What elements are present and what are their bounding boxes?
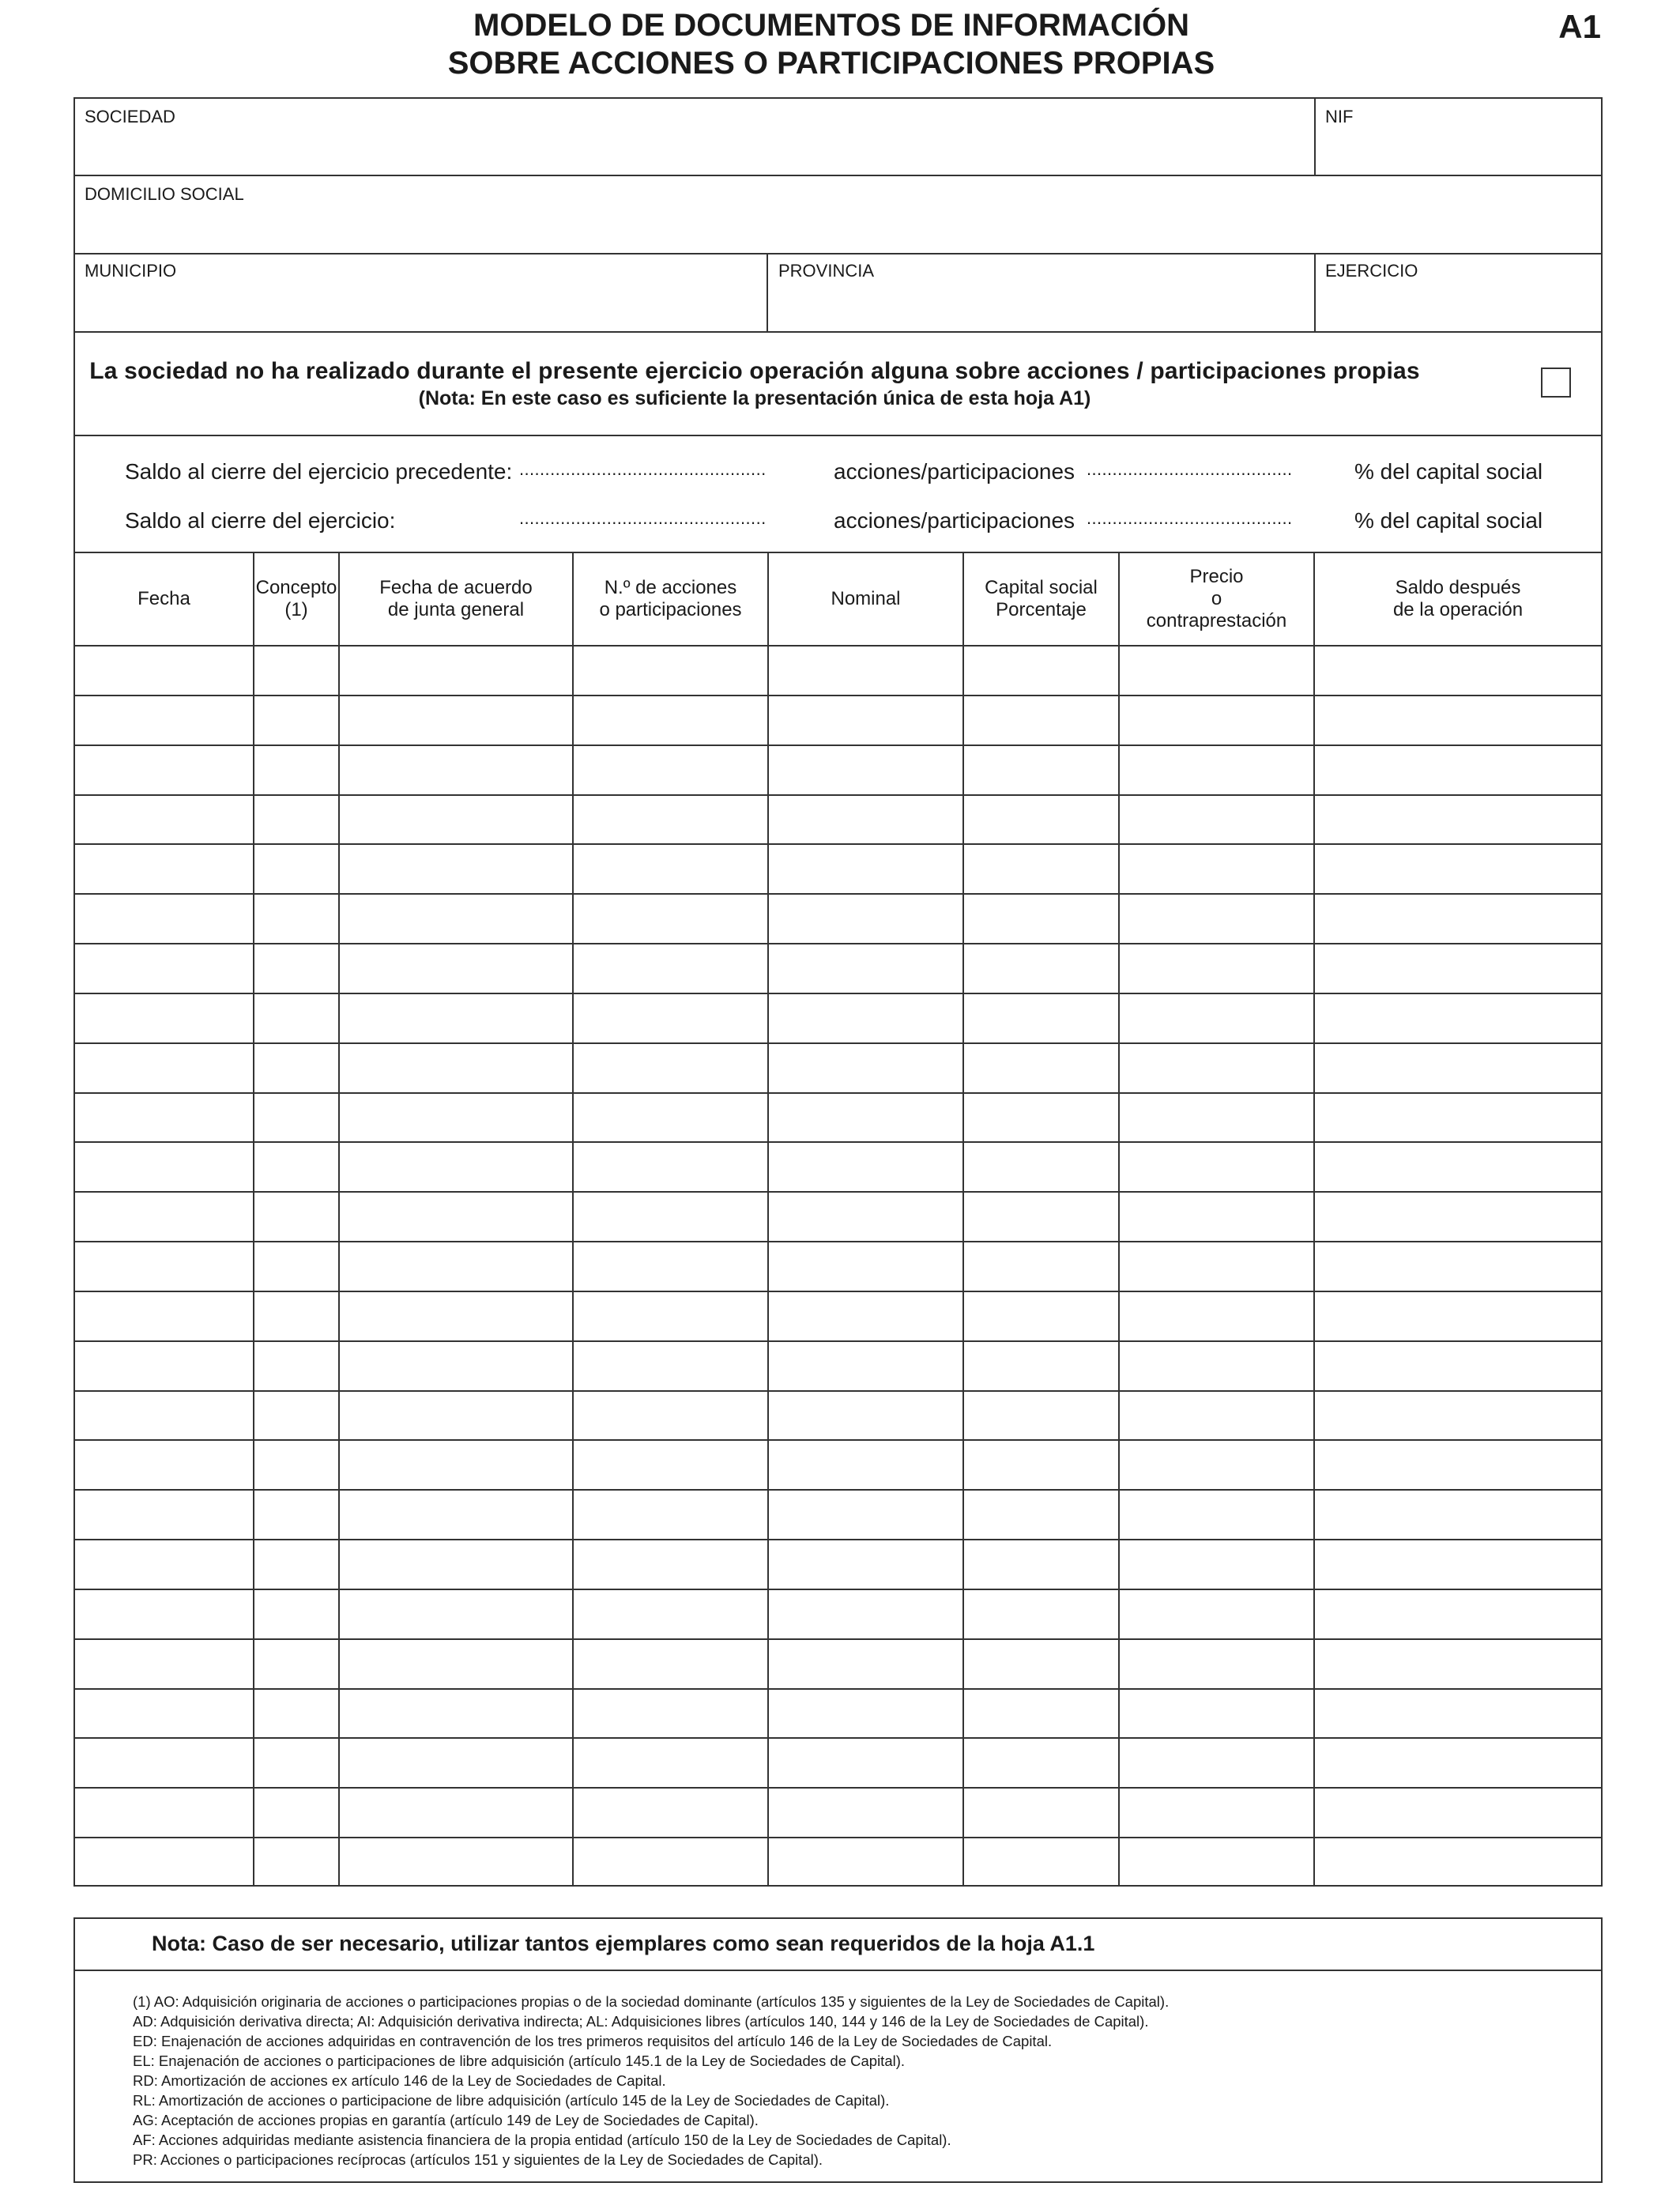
table-cell[interactable] xyxy=(1120,1094,1313,1142)
form-title xyxy=(0,6,1680,82)
table-cell[interactable] xyxy=(769,944,962,993)
table-cell[interactable] xyxy=(75,994,253,1042)
table-cell[interactable] xyxy=(964,1491,1118,1539)
col-header-nominal: Nominal xyxy=(831,588,901,609)
table-cell[interactable] xyxy=(254,1292,338,1340)
saldo-precedente-label: Saldo al cierre del ejercicio precedente: xyxy=(125,459,513,484)
saldo-precedente-acciones: acciones/participaciones xyxy=(834,459,1075,484)
table-cell[interactable] xyxy=(75,1292,253,1340)
table-cell[interactable] xyxy=(574,1193,767,1241)
no-operations-checkbox[interactable] xyxy=(1541,368,1571,398)
table-cell[interactable] xyxy=(75,1739,253,1787)
table-cell[interactable] xyxy=(964,1292,1118,1340)
table-cell[interactable] xyxy=(340,895,572,943)
table-cell[interactable] xyxy=(769,1143,962,1191)
table-cell[interactable] xyxy=(254,796,338,844)
table-cell[interactable] xyxy=(254,944,338,993)
table-cell[interactable] xyxy=(1315,1739,1603,1787)
table-cell[interactable] xyxy=(1120,1242,1313,1291)
table-cell[interactable] xyxy=(769,1044,962,1092)
no-operations-statement: La sociedad no ha realizado durante el presente ejercicio operación alguna sobre acciones / participaciones propias xyxy=(89,358,1420,384)
nif-label: NIF xyxy=(1325,107,1354,126)
table-cell[interactable] xyxy=(75,1838,253,1887)
table-cell[interactable] xyxy=(1315,845,1603,893)
table-cell[interactable] xyxy=(254,1044,338,1092)
table-cell[interactable] xyxy=(1120,1392,1313,1440)
col-header-fecha: Fecha xyxy=(137,588,190,609)
table-cell[interactable] xyxy=(254,994,338,1042)
table-cell[interactable] xyxy=(254,1193,338,1241)
table-cell[interactable] xyxy=(254,1690,338,1738)
sociedad-field[interactable] xyxy=(75,99,1314,175)
table-cell[interactable] xyxy=(1315,1392,1603,1440)
table-cell[interactable] xyxy=(769,696,962,745)
form-code: A1 xyxy=(1558,8,1601,45)
form-title-line1: MODELO DE DOCUMENTOS DE INFORMACIÓN xyxy=(473,8,1189,43)
table-cell[interactable] xyxy=(964,1540,1118,1589)
saldo-cierre-dots-pct[interactable]: ........................................ xyxy=(1087,508,1293,528)
table-cell[interactable] xyxy=(254,696,338,745)
table-cell[interactable] xyxy=(964,1789,1118,1837)
table-cell[interactable] xyxy=(769,1590,962,1638)
table-cell[interactable] xyxy=(769,1838,962,1887)
table-cell[interactable] xyxy=(769,1094,962,1142)
table-cell[interactable] xyxy=(964,1590,1118,1638)
domicilio-field[interactable] xyxy=(75,176,1601,253)
table-cell[interactable] xyxy=(340,1441,572,1489)
table-cell[interactable] xyxy=(1315,1640,1603,1688)
table-cell[interactable] xyxy=(75,1392,253,1440)
saldo-cierre-capital: % del capital social xyxy=(1354,508,1543,533)
footnote-line: AF: Acciones adquiridas mediante asistencia financiera de la propia entidad (artículo 150 de la Ley de Sociedades de Capital). xyxy=(133,2132,951,2148)
table-cell[interactable] xyxy=(574,1292,767,1340)
table-cell[interactable] xyxy=(574,1640,767,1688)
table-cell[interactable] xyxy=(769,845,962,893)
table-cell[interactable] xyxy=(1315,1242,1603,1291)
table-cell[interactable] xyxy=(340,1690,572,1738)
table-cell[interactable] xyxy=(574,1342,767,1390)
table-cell[interactable] xyxy=(254,1441,338,1489)
table-cell[interactable] xyxy=(340,746,572,794)
table-cell[interactable] xyxy=(574,1441,767,1489)
table-cell[interactable] xyxy=(574,1143,767,1191)
footnotes xyxy=(133,1992,1169,2169)
table-cell[interactable] xyxy=(75,1242,253,1291)
table-cell[interactable] xyxy=(340,1491,572,1539)
table-cell[interactable] xyxy=(254,1789,338,1837)
table-cell[interactable] xyxy=(75,1640,253,1688)
table-cell[interactable] xyxy=(75,1342,253,1390)
table-cell[interactable] xyxy=(1120,1193,1313,1241)
footnote-line: AG: Aceptación de acciones propias en garantía (artículo 149 de Ley de Sociedades de Capital). xyxy=(133,2112,759,2128)
footnote-line: RD: Amortización de acciones ex artículo 146 de la Ley de Sociedades de Capital. xyxy=(133,2072,666,2089)
table-cell[interactable] xyxy=(75,1094,253,1142)
table-cell[interactable] xyxy=(769,1292,962,1340)
table-cell[interactable] xyxy=(254,1143,338,1191)
table-cell[interactable] xyxy=(1315,1044,1603,1092)
table-cell[interactable] xyxy=(1315,796,1603,844)
table-cell[interactable] xyxy=(1120,1838,1313,1887)
table-cell[interactable] xyxy=(964,1690,1118,1738)
table-cell[interactable] xyxy=(964,1044,1118,1092)
table-cell[interactable] xyxy=(1120,1739,1313,1787)
table-cell[interactable] xyxy=(75,796,253,844)
table-cell[interactable] xyxy=(769,1242,962,1291)
table-cell[interactable] xyxy=(964,1838,1118,1887)
saldo-cierre-acciones: acciones/participaciones xyxy=(834,508,1075,533)
table-cell[interactable] xyxy=(75,1441,253,1489)
table-cell[interactable] xyxy=(574,1491,767,1539)
table-cell[interactable] xyxy=(1315,994,1603,1042)
footnote-line: (1) AO: Adquisición originaria de acciones o participaciones propias o de la sociedad dominante (artículos 135 y siguientes de la Ley de Sociedades de Capital). xyxy=(133,1993,1170,2010)
table-cell[interactable] xyxy=(340,1640,572,1688)
table-cell[interactable] xyxy=(574,1838,767,1887)
table-cell[interactable] xyxy=(75,895,253,943)
table-cell[interactable] xyxy=(574,1540,767,1589)
table-cell[interactable] xyxy=(254,1640,338,1688)
sociedad-label: SOCIEDAD xyxy=(85,107,175,126)
table-cell[interactable] xyxy=(1120,1044,1313,1092)
table-cell[interactable] xyxy=(1315,696,1603,745)
table-cell[interactable] xyxy=(1120,994,1313,1042)
table-cell[interactable] xyxy=(1120,1143,1313,1191)
table-cell[interactable] xyxy=(254,1739,338,1787)
table-cell[interactable] xyxy=(1315,1292,1603,1340)
table-cell[interactable] xyxy=(254,895,338,943)
table-cell[interactable] xyxy=(1120,1640,1313,1688)
table-cell[interactable] xyxy=(254,1491,338,1539)
table-cell[interactable] xyxy=(964,696,1118,745)
col-header-precio: Precio o contraprestación xyxy=(1146,566,1287,631)
provincia-label: PROVINCIA xyxy=(778,261,875,281)
table-cell[interactable] xyxy=(769,1789,962,1837)
col-header-capital: Capital social Porcentaje xyxy=(985,577,1098,620)
table-cell[interactable] xyxy=(964,796,1118,844)
saldo-precedente-dots[interactable]: ................................................ xyxy=(519,459,767,479)
table-cell[interactable] xyxy=(964,1640,1118,1688)
saldo-cierre-label: Saldo al cierre del ejercicio: xyxy=(125,508,396,533)
footnote-line: RL: Amortización de acciones o participacione de libre adquisición (artículo 145 de la Ley de Sociedades de Capital). xyxy=(133,2092,890,2109)
table-cell[interactable] xyxy=(340,696,572,745)
table-cell[interactable] xyxy=(340,1094,572,1142)
table-cell[interactable] xyxy=(340,1540,572,1589)
table-cell[interactable] xyxy=(769,746,962,794)
table-cell[interactable] xyxy=(1120,746,1313,794)
table-cell[interactable] xyxy=(574,796,767,844)
table-cell[interactable] xyxy=(1315,1789,1603,1837)
table-cell[interactable] xyxy=(1120,1491,1313,1539)
table-cell[interactable] xyxy=(75,1690,253,1738)
table-cell[interactable] xyxy=(1315,1342,1603,1390)
domicilio-label: DOMICILIO SOCIAL xyxy=(85,184,244,204)
table-cell[interactable] xyxy=(769,647,962,695)
table-cell[interactable] xyxy=(964,944,1118,993)
col-header-concepto: Concepto (1) xyxy=(255,577,337,620)
table-cell[interactable] xyxy=(340,1143,572,1191)
table-cell[interactable] xyxy=(769,1739,962,1787)
municipio-label: MUNICIPIO xyxy=(85,261,177,281)
table-cell[interactable] xyxy=(254,1094,338,1142)
table-cell[interactable] xyxy=(75,1789,253,1837)
table-cell[interactable] xyxy=(1120,1441,1313,1489)
col-header-num-acciones: N.º de acciones o participaciones xyxy=(599,577,742,620)
table-cell[interactable] xyxy=(964,1739,1118,1787)
table-cell[interactable] xyxy=(340,1838,572,1887)
table-cell[interactable] xyxy=(574,1739,767,1787)
table-cell[interactable] xyxy=(254,845,338,893)
table-cell[interactable] xyxy=(964,1342,1118,1390)
table-cell[interactable] xyxy=(964,746,1118,794)
provincia-field[interactable] xyxy=(768,254,1314,331)
table-cell[interactable] xyxy=(964,647,1118,695)
table-cell[interactable] xyxy=(254,1590,338,1638)
table-cell[interactable] xyxy=(1120,696,1313,745)
footer-note: Nota: Caso de ser necesario, utilizar tantos ejemplares como sean requeridos de la hoja A1.1 xyxy=(152,1932,1095,1955)
table-cell[interactable] xyxy=(75,746,253,794)
table-cell[interactable] xyxy=(574,845,767,893)
table-cell[interactable] xyxy=(1120,1789,1313,1837)
table-cell[interactable] xyxy=(1315,1590,1603,1638)
table-cell[interactable] xyxy=(254,1838,338,1887)
table-cell[interactable] xyxy=(1315,1540,1603,1589)
table-cell[interactable] xyxy=(75,696,253,745)
form-title-line2: SOBRE ACCIONES O PARTICIPACIONES PROPIAS xyxy=(447,46,1215,81)
table-cell[interactable] xyxy=(769,994,962,1042)
table-cell[interactable] xyxy=(769,1342,962,1390)
table-cell[interactable] xyxy=(574,994,767,1042)
table-cell[interactable] xyxy=(340,944,572,993)
table-cell[interactable] xyxy=(254,647,338,695)
table-cell[interactable] xyxy=(1120,1292,1313,1340)
table-cell[interactable] xyxy=(574,1789,767,1837)
footnote-line: EL: Enajenación de acciones o participaciones de libre adquisición (artículo 145.1 de la Ley de Sociedades de Capital). xyxy=(133,2053,906,2069)
footnote-line: ED: Enajenación de acciones adquiridas en contravención de los tres primeros requisitos del artículo 146 de la Ley de Sociedades de Capital. xyxy=(133,2033,1053,2049)
table-cell[interactable] xyxy=(964,1094,1118,1142)
table-cell[interactable] xyxy=(1315,1690,1603,1738)
table-cell[interactable] xyxy=(1315,647,1603,695)
footnote-line: AD: Adquisición derivativa directa; AI: Adquisición derivativa indirecta; AL: Adquisiciones libres (artículos 140, 144 y 146 de la Ley de Sociedades de Capital). xyxy=(133,2013,1149,2030)
col-header-fecha-acuerdo: Fecha de acuerdo de junta general xyxy=(379,577,533,620)
table-cell[interactable] xyxy=(340,994,572,1042)
table-cell[interactable] xyxy=(254,1242,338,1291)
table-cell[interactable] xyxy=(1120,1590,1313,1638)
table-cell[interactable] xyxy=(75,1044,253,1092)
table-cell[interactable] xyxy=(574,746,767,794)
table-cell[interactable] xyxy=(340,1789,572,1837)
table-cell[interactable] xyxy=(340,1739,572,1787)
saldo-cierre-dots[interactable]: ................................................ xyxy=(519,508,767,528)
col-header-saldo: Saldo después de la operación xyxy=(1392,577,1524,620)
table-cell[interactable] xyxy=(340,845,572,893)
table-cell[interactable] xyxy=(1315,1143,1603,1191)
table-cell[interactable] xyxy=(1120,647,1313,695)
table-cell[interactable] xyxy=(1315,1838,1603,1887)
table-cell[interactable] xyxy=(769,1491,962,1539)
table-cell[interactable] xyxy=(1120,895,1313,943)
table-cell[interactable] xyxy=(574,1590,767,1638)
table-cell[interactable] xyxy=(254,746,338,794)
table-cell[interactable] xyxy=(340,1193,572,1241)
table-cell[interactable] xyxy=(340,1044,572,1092)
table-cell[interactable] xyxy=(769,1193,962,1241)
table-cell[interactable] xyxy=(574,1392,767,1440)
table-cell[interactable] xyxy=(340,1342,572,1390)
table-cell[interactable] xyxy=(769,1441,962,1489)
table-cell[interactable] xyxy=(964,1143,1118,1191)
table-cell[interactable] xyxy=(254,1540,338,1589)
table-cell[interactable] xyxy=(340,1292,572,1340)
table-cell[interactable] xyxy=(75,1143,253,1191)
table-cell[interactable] xyxy=(75,1540,253,1589)
table-cell[interactable] xyxy=(1120,1690,1313,1738)
table-cell[interactable] xyxy=(769,1392,962,1440)
table-cell[interactable] xyxy=(769,895,962,943)
table-cell[interactable] xyxy=(574,696,767,745)
table-cell[interactable] xyxy=(75,647,253,695)
table-cell[interactable] xyxy=(964,1242,1118,1291)
table-cell[interactable] xyxy=(1120,944,1313,993)
no-operations-note: (Nota: En este caso es suficiente la presentación única de esta hoja A1) xyxy=(418,387,1091,409)
table-cell[interactable] xyxy=(574,647,767,695)
table-cell[interactable] xyxy=(340,1242,572,1291)
table-cell[interactable] xyxy=(769,1540,962,1589)
table-cell[interactable] xyxy=(574,944,767,993)
table-cell[interactable] xyxy=(75,944,253,993)
table-cell[interactable] xyxy=(254,1342,338,1390)
table-cell[interactable] xyxy=(574,1094,767,1142)
table-cell[interactable] xyxy=(1120,1540,1313,1589)
table-cell[interactable] xyxy=(1120,796,1313,844)
table-cell[interactable] xyxy=(964,1193,1118,1241)
table-cell[interactable] xyxy=(574,1690,767,1738)
table-cell[interactable] xyxy=(1120,845,1313,893)
table-cell[interactable] xyxy=(769,796,962,844)
table-cell[interactable] xyxy=(340,1392,572,1440)
table-cell[interactable] xyxy=(1315,746,1603,794)
ejercicio-label: EJERCICIO xyxy=(1325,261,1418,281)
table-cell[interactable] xyxy=(340,1590,572,1638)
nif-field[interactable] xyxy=(1316,99,1601,175)
footer-divider xyxy=(73,1970,1603,1971)
saldo-precedente-dots-pct[interactable]: ........................................ xyxy=(1087,459,1293,479)
table-cell[interactable] xyxy=(1315,1193,1603,1241)
municipio-field[interactable] xyxy=(75,254,767,331)
table-cell[interactable] xyxy=(964,994,1118,1042)
table-cell[interactable] xyxy=(964,1392,1118,1440)
table-cell[interactable] xyxy=(340,647,572,695)
table-cell[interactable] xyxy=(574,895,767,943)
table-cell[interactable] xyxy=(1315,895,1603,943)
table-cell[interactable] xyxy=(254,1392,338,1440)
ejercicio-field[interactable] xyxy=(1316,254,1601,331)
table-cell[interactable] xyxy=(75,1193,253,1241)
saldo-precedente-capital: % del capital social xyxy=(1354,459,1543,484)
table-cell[interactable] xyxy=(1315,1441,1603,1489)
table-cell[interactable] xyxy=(964,1441,1118,1489)
table-cell[interactable] xyxy=(75,1491,253,1539)
table-cell[interactable] xyxy=(769,1690,962,1738)
table-cell[interactable] xyxy=(964,845,1118,893)
table-cell[interactable] xyxy=(75,845,253,893)
table-cell[interactable] xyxy=(1315,1491,1603,1539)
table-cell[interactable] xyxy=(769,1640,962,1688)
table-cell[interactable] xyxy=(574,1242,767,1291)
table-cell[interactable] xyxy=(574,1044,767,1092)
footnote-line: PR: Acciones o participaciones recíprocas (artículos 151 y siguientes de la Ley de Sociedades de Capital). xyxy=(133,2151,823,2168)
table-cell[interactable] xyxy=(1120,1342,1313,1390)
table-cell[interactable] xyxy=(75,1590,253,1638)
table-cell[interactable] xyxy=(964,895,1118,943)
table-cell[interactable] xyxy=(1315,944,1603,993)
table-cell[interactable] xyxy=(1315,1094,1603,1142)
table-cell[interactable] xyxy=(340,796,572,844)
